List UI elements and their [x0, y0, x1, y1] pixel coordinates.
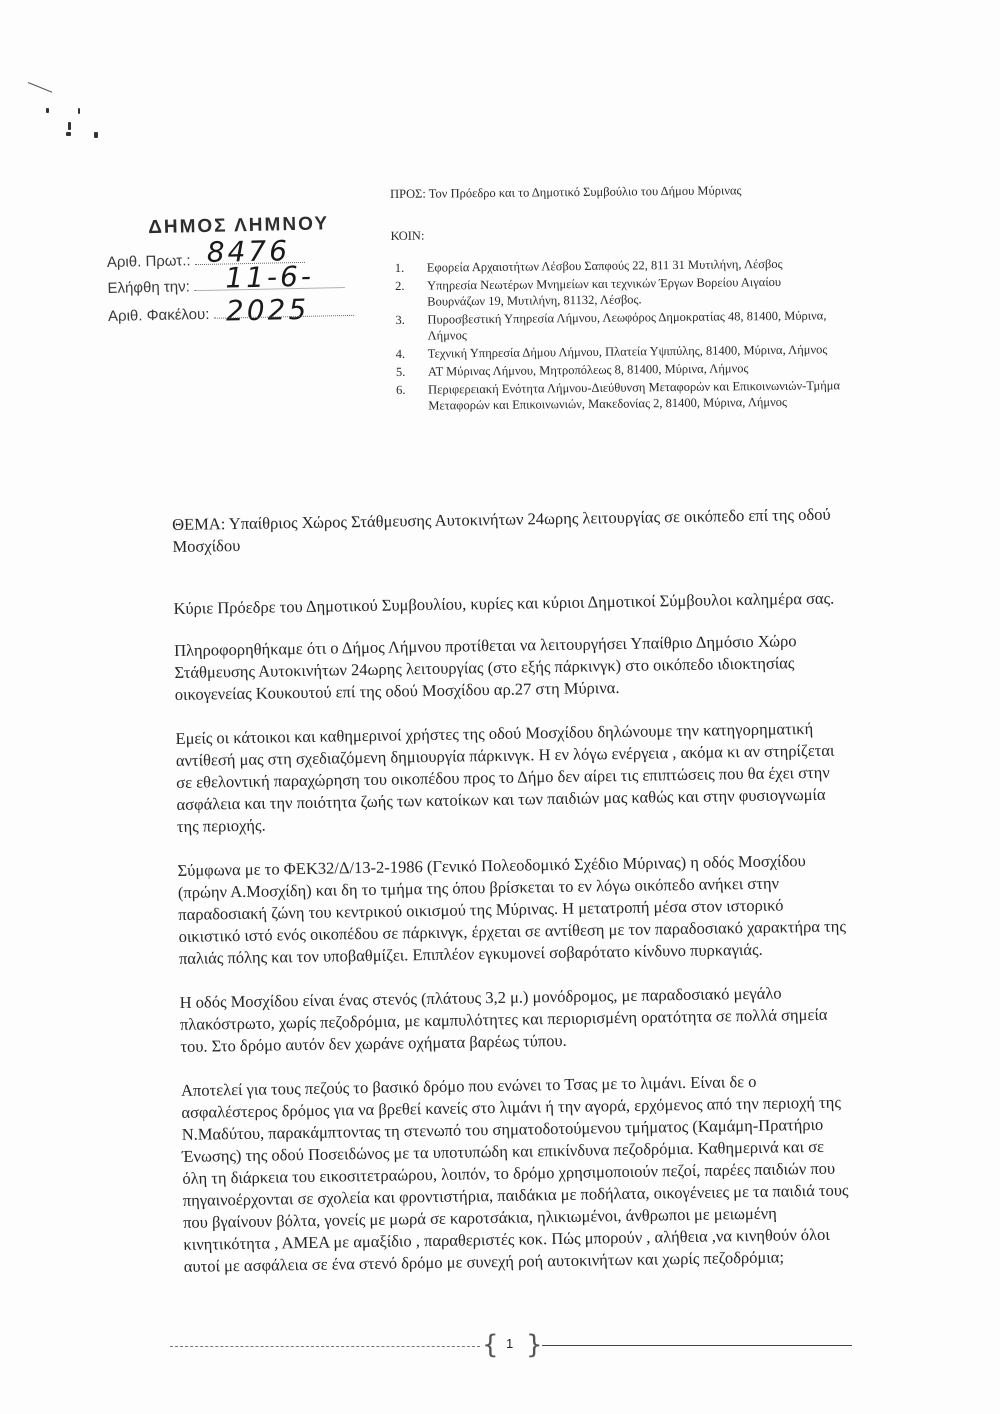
protocol-stamp — [106, 213, 366, 328]
cc-item-text: Τεχνική Υπηρεσία Δήμου Λήμνου, Πλατεία Υψιπύλης, 81400, Μύρινα, Λήμνος — [427, 342, 828, 361]
cc-list — [391, 255, 843, 414]
scan-speck — [66, 132, 71, 136]
cc-list-item — [392, 359, 842, 380]
scan-speck — [46, 108, 49, 113]
scan-speck — [94, 132, 98, 138]
body-paragraph: Εμείς οι κάτοικοι και καθημερινοί χρήστες της οδού Μοσχίδου δηλώνουμε την κατηγορηματική αντίθεσή μας στη σχεδιαζόμενη δημιουργία πάρκινγκ. Η εν λόγω ενέργεια , ακόμα κι αν στηρίζεται σε εθελοντική παραχώρηση του οικοπέδου προς το Δήμο δεν αίρει τις επιπτώσεις που θα έχει στην ασφάλεια και την ποιότητα ζωής των κατοίκων και των παιδιών μας καθώς και στην φυσιογνωμία της περιοχής. — [175, 718, 835, 836]
recipient-to: ΠΡΟΣ: Τον Πρόεδρο και το Δημοτικό Συμβούλιο του Δήμου Μύρινας — [390, 183, 742, 201]
scan-speck — [68, 122, 71, 130]
folder-dots — [213, 303, 353, 319]
cc-label: ΚΟΙΝ: — [390, 228, 425, 243]
cc-item-number: 3. — [395, 312, 405, 327]
scan-speck — [78, 108, 80, 114]
cc-list-item — [392, 341, 842, 362]
protocol-label: Αριθ. Πρωτ.: — [106, 252, 191, 271]
cc-item-number: 6. — [396, 382, 406, 397]
right-brace-icon: } — [526, 1330, 543, 1360]
body-paragraph: Σύμφωνα με το ΦΕΚ32/Δ/13-2-1986 (Γενικό Πολεοδομικό Σχέδιο Μύρινας) η οδός Μοσχίδου (πρώην Α.Μοσχίδη) και δη το τμήμα της όπου βρίσκεται το εν λόγω οικόπεδο ανήκει στην παραδοσιακή ζώνη του κεντρικού οικισμού της Μύρινας. Η μετατροπή μέσα στον ιστορικό οικιστικό ιστό ενός οικοπέδου σε πάρκινγκ, έρχεται σε αντίθεση με τον παραδοσιακό χαρακτήρα της παλιάς πόλης και τον υποβαθμίζει. Επιπλέον εγκυμονεί σοβαρότατο κίνδυνο πυρκαγιάς. — [177, 851, 847, 968]
body-paragraph: Η οδός Μοσχίδου είναι ένας στενός (πλάτους 3,2 μ.) μονόδρομος, με παραδοσιακό μεγάλο πλακόστρωτο, χωρίς πεζοδρόμια, με καμπυλότητες και περιορισμένη ορατότητα σε πολλά σημεία του. Στο δρόμο αυτόν δεν χωράνε οχήματα βαρέως τύπου. — [179, 983, 828, 1056]
page-number: 1 — [506, 1336, 514, 1351]
cc-item-text: Υπηρεσία Νεωτέρων Μνημείων και τεχνικών Έργων Βορείου Αιγαίου Βουρνάζων 19, Μυτιλήνη, 81132, Λέσβος. — [426, 274, 782, 309]
letter-subject: ΘΕΜΑ: Υπαίθριος Χώρος Στάθμευσης Αυτοκινήτων 24ωρης λειτουργίας σε οικόπεδο επί της οδού Μοσχίδου — [172, 504, 831, 556]
left-brace-icon: { — [482, 1330, 499, 1360]
cc-item-text: Περιφερειακή Ενότητα Λήμνου-Διεύθυνση Μεταφορών και Επικοινωνιών-Τμήμα Μεταφορών και Επικοινωνιών, Μακεδονίας 2, 81400, Μύρινα, Λήμνος — [428, 378, 841, 413]
cc-item-number: 5. — [395, 364, 406, 379]
page-footer — [170, 1330, 850, 1360]
cc-item-text: Εφορεία Αρχαιοτήτων Λέσβου Σαπφούς 22, 811 31 Μυτιλήνη, Λέσβος — [426, 256, 783, 275]
folder-label: Αριθ. Φακέλου: — [107, 305, 210, 325]
cc-item-number: 2. — [394, 278, 405, 293]
cc-item-text: Πυροσβεστική Υπηρεσία Λήμνου, Λεωφόρος Δημοκρατίας 48, 81400, Μύρινα, Λήμνος — [427, 308, 827, 343]
cc-item-text: ΑΤ Μύρινας Λήμνου, Μητροπόλεως 8, 81400, Μύρινα, Λήμνος — [427, 361, 749, 379]
footer-rule-left — [170, 1346, 480, 1347]
municipality-title: ΔΗΜΟΣ ΛΗΜΝΟΥ — [147, 213, 330, 239]
cc-list-item — [392, 377, 842, 414]
cc-item-number: 1. — [394, 260, 405, 275]
cc-item-number: 4. — [395, 346, 406, 361]
scan-artifact-line — [28, 82, 52, 93]
letter-greeting: Κύριε Πρόεδρε του Δημοτικού Συμβουλίου, κυρίες και κύριοι Δημοτικοί Σύμβουλοι καλημέρα σας. — [173, 588, 835, 618]
cc-list-item — [391, 273, 841, 310]
body-paragraph: Αποτελεί για τους πεζούς το βασικό δρόμο που ενώνει το Τσας με το λιμάνι. Είναι δε ο ασφαλέστερος δρόμος για να βρεθεί κανείς στο λιμάνι ή την αγορά, ερχόμενος από την περιοχή της Ν.Μαδύτου, παρακάμπτοντας τη στενωπό του σηματοδοτούμενου τμήματος (Καμάμη-Πρατήριο Ένωσης) της οδού Ποσειδώνος με τα υποτυπώδη και επικίνδυνα πεζοδρόμια. Καθημερινά και σε όλη τη διάρκεια του εικοσιτετραώρου, λοιπόν, το δρόμο χρησιμοποιούν πεζοί, παρέες παιδιών που πηγαινοέρχονται σε σχολεία και φροντιστήρια, παιδάκια με ποδήλατα, οικογένειες με τα παιδιά τους που βγαίνουν βόλτα, γονείς με μωρά σε καροτσάκια, ηλικιωμένοι, άνθρωποι με μειωμένη κινητικότητα , ΑΜΕΑ με αμαξίδιο , παραθεριστές κοκ. Πώς μπορούν , αλήθεια ,να κινηθούν όλοι αυτοί με ασφάλεια σε ένα στενό δρόμο με συνεχή ροή αυτοκινήτων και χωρίς πεζοδρόμια; — [180, 1071, 849, 1276]
letter-body — [172, 503, 854, 1299]
body-paragraph: Πληροφορηθήκαμε ότι ο Δήμος Λήμνου προτίθεται να λειτουργήσει Υπαίθριο Δημόσιο Χώρο Στάθμευσης Αυτοκινήτων 24ωρης λειτουργίας (στο εξής πάρκινγκ) στο οικόπεδο ιδιοκτησίας οικογενείας Κουκουτού επί της οδού Μοσχίδου αρ.27 στη Μύρινα. — [173, 631, 797, 704]
received-date-handwritten: 11-6-2025 — [224, 259, 315, 328]
received-label: Ελήφθη την: — [107, 278, 191, 297]
cc-list-item — [391, 255, 841, 276]
cc-list-item — [391, 307, 841, 344]
protocol-number-handwritten: 8476 — [206, 234, 291, 269]
recipients-block — [390, 181, 842, 416]
footer-rule-right — [542, 1345, 852, 1346]
